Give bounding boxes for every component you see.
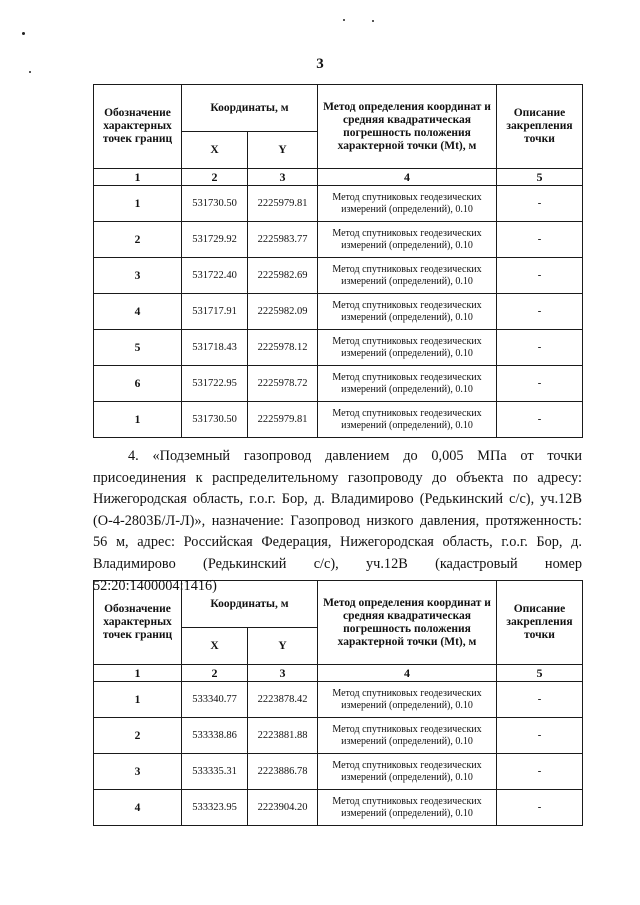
table-row	[94, 186, 583, 222]
y-coordinate: 2225979.81	[248, 186, 318, 222]
table-header-row	[94, 85, 583, 132]
point-number: 5	[94, 330, 182, 366]
table-row	[94, 330, 583, 366]
column-number: 4	[318, 665, 497, 682]
method-header: Метод определения координат и средняя квадратическая погрешность положения характерной точки (Mt), м	[318, 581, 497, 665]
description-cell: -	[497, 754, 583, 790]
point-number: 4	[94, 790, 182, 826]
x-coordinate: 531722.40	[182, 258, 248, 294]
column-number: 5	[497, 169, 583, 186]
description-cell: -	[497, 790, 583, 826]
point-number: 6	[94, 366, 182, 402]
coordinates-header: Координаты, м	[182, 85, 318, 132]
y-coordinate: 2223886.78	[248, 754, 318, 790]
column-number: 3	[248, 665, 318, 682]
x-coordinate: 533335.31	[182, 754, 248, 790]
method-cell: Метод спутниковых геодезических измерений (определений), 0.10	[318, 402, 497, 438]
x-coordinate: 533323.95	[182, 790, 248, 826]
table-row	[94, 402, 583, 438]
point-number: 1	[94, 186, 182, 222]
table-row	[94, 366, 583, 402]
y-coordinate: 2223881.88	[248, 718, 318, 754]
x-header: X	[182, 132, 248, 169]
x-coordinate: 531730.50	[182, 402, 248, 438]
boundary-points-table-2	[93, 580, 583, 826]
description-cell: -	[497, 682, 583, 718]
y-header: Y	[248, 132, 318, 169]
page-number: 3	[316, 56, 324, 72]
column-number-row	[94, 169, 583, 186]
y-coordinate: 2225978.12	[248, 330, 318, 366]
description-cell: -	[497, 366, 583, 402]
x-coordinate: 531730.50	[182, 186, 248, 222]
table-row	[94, 754, 583, 790]
x-coordinate: 531718.43	[182, 330, 248, 366]
method-cell: Метод спутниковых геодезических измерений (определений), 0.10	[318, 294, 497, 330]
description-header: Описание закрепления точки	[497, 85, 583, 169]
x-coordinate: 533340.77	[182, 682, 248, 718]
column-number: 5	[497, 665, 583, 682]
y-coordinate: 2225982.09	[248, 294, 318, 330]
point-number: 4	[94, 294, 182, 330]
y-coordinate: 2225983.77	[248, 222, 318, 258]
table-row	[94, 258, 583, 294]
y-coordinate: 2225979.81	[248, 402, 318, 438]
table-row	[94, 294, 583, 330]
method-cell: Метод спутниковых геодезических измерений (определений), 0.10	[318, 186, 497, 222]
x-coordinate: 531722.95	[182, 366, 248, 402]
method-cell: Метод спутниковых геодезических измерений (определений), 0.10	[318, 682, 497, 718]
y-coordinate: 2223904.20	[248, 790, 318, 826]
scan-speck	[22, 32, 25, 35]
column-number: 1	[94, 169, 182, 186]
x-coordinate: 531729.92	[182, 222, 248, 258]
method-cell: Метод спутниковых геодезических измерений (определений), 0.10	[318, 258, 497, 294]
table-header-row	[94, 581, 583, 628]
point-number: 1	[94, 682, 182, 718]
description-cell: -	[497, 402, 583, 438]
description-cell: -	[497, 718, 583, 754]
y-coordinate: 2225982.69	[248, 258, 318, 294]
description-header: Описание закрепления точки	[497, 581, 583, 665]
table-row	[94, 790, 583, 826]
point-number: 2	[94, 718, 182, 754]
y-coordinate: 2223878.42	[248, 682, 318, 718]
method-header: Метод определения координат и средняя квадратическая погрешность положения характерной точки (Mt), м	[318, 85, 497, 169]
method-cell: Метод спутниковых геодезических измерений (определений), 0.10	[318, 222, 497, 258]
description-cell: -	[497, 186, 583, 222]
point-number: 3	[94, 258, 182, 294]
coordinates-header: Координаты, м	[182, 581, 318, 628]
method-cell: Метод спутниковых геодезических измерений (определений), 0.10	[318, 366, 497, 402]
boundary-points-table-1	[93, 84, 583, 438]
description-cell: -	[497, 294, 583, 330]
clause-4-text: 4. «Подземный газопровод давлением до 0,005 МПа от точки присоединения к распределительному газопроводу до объекта по адресу: Нижегородская область, г.о.г. Бор, д. Владимирово (Редькинский с/с), уч.12В (О-4-2803Б/Л-Л)», назначение: Газопровод низкого давления, протяженность: 56 м, адрес: Российская Федерация, Нижегородская область, г.о.г. Бор, д. Владимирово (Редькинский с/с), уч.12В (кадастровый номер 52:20:1400004:1416)	[93, 448, 582, 594]
method-cell: Метод спутниковых геодезических измерений (определений), 0.10	[318, 330, 497, 366]
method-cell: Метод спутниковых геодезических измерений (определений), 0.10	[318, 718, 497, 754]
designation-header: Обозначение характерных точек границ	[94, 85, 182, 169]
table-row	[94, 222, 583, 258]
point-number: 3	[94, 754, 182, 790]
column-number-row	[94, 665, 583, 682]
method-cell: Метод спутниковых геодезических измерений (определений), 0.10	[318, 790, 497, 826]
column-number: 1	[94, 665, 182, 682]
column-number: 4	[318, 169, 497, 186]
x-coordinate: 533338.86	[182, 718, 248, 754]
description-cell: -	[497, 330, 583, 366]
x-coordinate: 531717.91	[182, 294, 248, 330]
description-cell: -	[497, 222, 583, 258]
y-coordinate: 2225978.72	[248, 366, 318, 402]
description-cell: -	[497, 258, 583, 294]
table-row	[94, 682, 583, 718]
column-number: 3	[248, 169, 318, 186]
method-cell: Метод спутниковых геодезических измерений (определений), 0.10	[318, 754, 497, 790]
scan-speck	[343, 19, 345, 21]
table-row	[94, 718, 583, 754]
scan-speck	[372, 20, 374, 22]
point-number: 1	[94, 402, 182, 438]
column-number: 2	[182, 665, 248, 682]
point-number: 2	[94, 222, 182, 258]
y-header: Y	[248, 628, 318, 665]
column-number: 2	[182, 169, 248, 186]
designation-header: Обозначение характерных точек границ	[94, 581, 182, 665]
x-header: X	[182, 628, 248, 665]
